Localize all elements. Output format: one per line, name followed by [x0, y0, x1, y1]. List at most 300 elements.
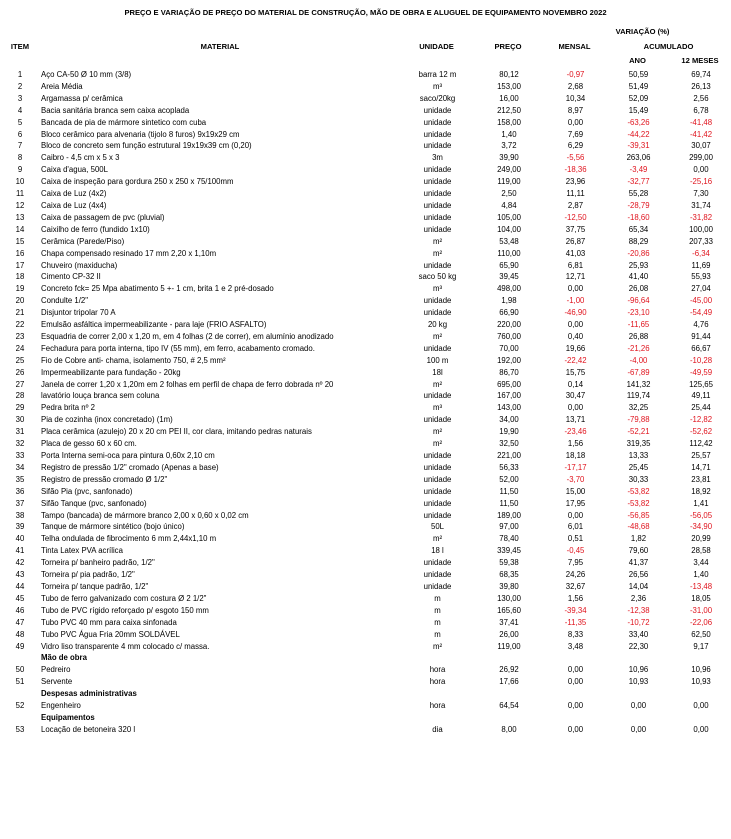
monthly-change-cell: 2,68 — [567, 81, 584, 91]
monthly-change-cell: 19,66 — [565, 343, 586, 353]
item-cell: 22 — [15, 320, 25, 330]
item-cell: 20 — [15, 296, 25, 306]
twelve-month-change-cell: 14,71 — [691, 462, 711, 472]
year-change-cell: 141,32 — [626, 379, 651, 389]
table-row — [0, 450, 731, 462]
item-cell: 36 — [15, 486, 25, 496]
unit-cell: saco/20kg — [419, 93, 456, 103]
header-preco: PREÇO — [494, 42, 522, 51]
twelve-month-change-cell: 0,00 — [693, 701, 709, 711]
twelve-month-change-cell: 4,76 — [693, 320, 709, 330]
price-cell: 165,60 — [497, 605, 521, 615]
unit-cell: unidade — [423, 451, 452, 460]
price-table — [0, 69, 731, 736]
twelve-month-change-cell: 27,04 — [691, 284, 711, 294]
material-cell: Fio de Cobre anti- chama, isolamento 750, # 2,5 mm² — [41, 355, 226, 365]
monthly-change-cell: -5,56 — [566, 153, 585, 163]
twelve-month-change-cell: 299,00 — [689, 153, 713, 163]
twelve-month-change-cell: 25,44 — [691, 403, 711, 413]
price-cell: 153,00 — [497, 81, 521, 91]
unit-cell: unidade — [423, 581, 452, 591]
material-cell: Placa cerâmica (azulejo) 20 x 20 cm PEI II, cor clara, imitando pedras naturais — [41, 427, 312, 437]
item-cell: 49 — [15, 641, 25, 651]
monthly-change-cell: 24,26 — [565, 570, 586, 580]
material-cell: Caixa de passagem de pvc (pluvial) — [41, 212, 165, 222]
table-row — [0, 117, 731, 129]
year-change-cell: -10,72 — [627, 617, 650, 627]
monthly-change-cell: 0,00 — [567, 701, 584, 711]
unit-cell: saco 50 kg — [418, 272, 457, 282]
year-change-cell: 26,08 — [628, 284, 649, 294]
monthly-change-cell: -39,34 — [564, 605, 587, 615]
price-cell: 220,00 — [497, 320, 521, 330]
unit-cell: m² — [432, 248, 443, 258]
year-change-cell: 26,56 — [628, 570, 649, 580]
unit-cell: m — [434, 605, 441, 615]
unit-cell: m³ — [432, 81, 443, 91]
item-cell: 41 — [15, 546, 25, 556]
material-cell: Caixa de inspeção para gordura 250 x 250 x 75/100mm — [41, 177, 234, 187]
unit-cell: m² — [432, 439, 443, 449]
item-cell: 12 — [15, 200, 25, 210]
material-cell: Telha ondulada de fibrocimento 6 mm 2,44x1,10 m — [41, 534, 217, 544]
twelve-month-change-cell: 91,44 — [691, 331, 711, 341]
twelve-month-change-cell: -13,48 — [689, 581, 713, 591]
material-cell: Tubo de PVC rígido reforçado p/ esgoto 150 mm — [41, 605, 209, 615]
price-cell: 59,38 — [499, 558, 519, 568]
year-change-cell: -11,65 — [627, 320, 650, 330]
unit-cell: 100 m — [426, 355, 449, 365]
table-row — [0, 307, 731, 319]
year-change-cell: 13,33 — [628, 451, 649, 460]
year-change-cell: 10,93 — [628, 677, 649, 687]
price-cell: 760,00 — [497, 331, 521, 341]
header-item: ITEM — [10, 42, 30, 51]
price-cell: 52,00 — [499, 474, 519, 484]
item-cell: 29 — [15, 403, 25, 413]
item-cell: 42 — [15, 558, 25, 568]
table-row — [0, 700, 731, 712]
unit-cell: unidade — [423, 129, 452, 139]
monthly-change-cell: 18,18 — [565, 451, 586, 460]
twelve-month-change-cell: 11,69 — [691, 260, 711, 270]
year-change-cell: -53,82 — [627, 498, 650, 508]
empty-cell — [0, 712, 40, 724]
twelve-month-change-cell: -22,06 — [689, 617, 713, 627]
year-change-cell: -3,49 — [629, 165, 648, 175]
table-row — [0, 510, 731, 522]
price-cell: 39,45 — [499, 272, 519, 282]
unit-cell: unidade — [423, 189, 452, 199]
header-mensal: MENSAL — [558, 42, 591, 51]
item-cell: 34 — [15, 462, 25, 472]
twelve-month-change-cell: 69,74 — [691, 70, 711, 79]
material-cell: Torneira p/ pia padrão, 1/2" — [41, 570, 135, 580]
twelve-month-change-cell: 0,00 — [693, 724, 709, 734]
twelve-month-change-cell: -41,48 — [689, 117, 713, 127]
section-title: Equipamentos — [41, 712, 95, 722]
table-row — [0, 236, 731, 248]
item-cell: 33 — [15, 451, 25, 460]
unit-cell: hora — [429, 701, 446, 711]
price-cell: 97,00 — [499, 522, 519, 532]
price-cell: 66,90 — [499, 308, 519, 318]
empty-cell — [670, 688, 731, 700]
empty-cell — [401, 712, 474, 724]
material-cell: Areia Média — [41, 81, 83, 91]
year-change-cell: -23,10 — [627, 308, 650, 318]
monthly-change-cell: 7,95 — [567, 558, 584, 568]
price-cell: 16,00 — [499, 93, 519, 103]
material-cell: Pedra brita nº 2 — [41, 403, 95, 413]
price-cell: 56,33 — [499, 462, 519, 472]
material-cell: Tubo de ferro galvanizado com costura Ø 2 1/2" — [41, 593, 207, 603]
year-change-cell: -44,22 — [627, 129, 650, 139]
empty-cell — [0, 688, 40, 700]
price-cell: 78,40 — [499, 534, 519, 544]
material-cell: Bacia sanitária branca sem caixa acoplada — [41, 105, 190, 115]
table-row — [0, 581, 731, 593]
unit-cell: unidade — [423, 141, 452, 151]
item-cell: 35 — [15, 474, 25, 484]
year-change-cell: 2,36 — [630, 593, 647, 603]
unit-cell: unidade — [423, 177, 452, 187]
item-cell: 17 — [15, 260, 25, 270]
empty-cell — [670, 712, 731, 724]
table-row — [0, 557, 731, 569]
monthly-change-cell: -17,17 — [564, 462, 587, 472]
item-cell: 4 — [17, 105, 23, 115]
unit-cell: unidade — [423, 462, 452, 472]
item-cell: 48 — [15, 629, 25, 639]
unit-cell: m² — [432, 534, 443, 544]
item-cell: 30 — [15, 415, 25, 425]
price-cell: 17,66 — [499, 677, 519, 687]
table-row — [0, 593, 731, 605]
price-cell: 1,40 — [501, 129, 517, 139]
twelve-month-change-cell: 25,57 — [691, 451, 711, 460]
monthly-change-cell: 0,00 — [567, 284, 584, 294]
monthly-change-cell: 30,47 — [565, 391, 586, 401]
material-cell: lavatório louça branca sem coluna — [41, 391, 160, 401]
price-cell: 86,70 — [499, 367, 519, 377]
year-change-cell: 32,25 — [628, 403, 649, 413]
year-change-cell: 65,34 — [628, 224, 649, 234]
material-cell: Registro de pressão 1/2'' cromado (Apenas a base) — [41, 462, 219, 472]
price-cell: 192,00 — [497, 355, 521, 365]
material-cell: Registro de pressão cromado Ø 1/2" — [41, 474, 168, 484]
unit-cell: m² — [432, 641, 443, 651]
price-cell: 119,00 — [497, 177, 521, 187]
twelve-month-change-cell: 2,56 — [693, 93, 709, 103]
unit-cell: m — [434, 617, 441, 627]
table-row — [0, 69, 731, 81]
item-cell: 52 — [15, 701, 25, 711]
unit-cell: hora — [429, 677, 446, 687]
twelve-month-change-cell: 49,11 — [691, 391, 711, 401]
table-row — [0, 105, 731, 117]
item-cell: 31 — [15, 427, 25, 437]
twelve-month-change-cell: 7,30 — [693, 189, 709, 199]
twelve-month-change-cell: -34,90 — [689, 522, 713, 532]
header-acumulado: ACUMULADO — [643, 42, 694, 51]
monthly-change-cell: 0,00 — [567, 403, 584, 413]
year-change-cell: 263,06 — [626, 153, 651, 163]
unit-cell: barra 12 m — [418, 70, 457, 79]
year-change-cell: -4,00 — [629, 355, 648, 365]
monthly-change-cell: 15,75 — [565, 367, 586, 377]
item-cell: 44 — [15, 581, 25, 591]
material-cell: Engenheiro — [41, 701, 81, 711]
year-change-cell: 50,59 — [628, 70, 649, 79]
year-change-cell: 88,29 — [628, 236, 649, 246]
table-row — [0, 331, 731, 343]
table-row — [0, 176, 731, 188]
monthly-change-cell: -23,46 — [564, 427, 587, 437]
table-row — [0, 367, 731, 379]
price-cell: 189,00 — [497, 510, 521, 520]
price-cell: 53,48 — [499, 236, 519, 246]
table-row — [0, 498, 731, 510]
section-title: Mão de obra — [41, 653, 87, 663]
twelve-month-change-cell: -6,34 — [692, 248, 710, 258]
twelve-month-change-cell: 100,00 — [689, 224, 713, 234]
year-change-cell: -20,86 — [627, 248, 650, 258]
material-cell: Pedreiro — [41, 665, 71, 675]
material-cell: Concreto fck= 25 Mpa abatimento 5 +- 1 cm, brita 1 e 2 pré-dosado — [41, 284, 274, 294]
year-change-cell: 52,09 — [628, 93, 649, 103]
year-change-cell: 55,28 — [628, 189, 649, 199]
material-cell: Bancada de pia de mármore sintetico com cuba — [41, 117, 207, 127]
monthly-change-cell: 0,00 — [567, 510, 584, 520]
item-cell: 50 — [15, 665, 25, 675]
header-unidade: UNIDADE — [419, 42, 454, 51]
monthly-change-cell: -0,45 — [566, 546, 585, 556]
empty-cell — [0, 652, 40, 664]
price-cell: 11,50 — [499, 486, 519, 496]
year-change-cell: -53,82 — [627, 486, 650, 496]
year-change-cell: 51,49 — [628, 81, 649, 91]
item-cell: 47 — [15, 617, 25, 627]
price-cell: 695,00 — [497, 379, 521, 389]
monthly-change-cell: 3,48 — [567, 641, 584, 651]
material-cell: Aço CA-50 Ø 10 mm (3/8) — [41, 70, 132, 79]
item-cell: 8 — [17, 153, 23, 163]
item-cell: 3 — [17, 93, 23, 103]
material-cell: Argamassa p/ cerâmica — [41, 93, 123, 103]
price-cell: 11,50 — [499, 498, 519, 508]
monthly-change-cell: 8,33 — [567, 629, 584, 639]
table-row — [0, 629, 731, 641]
unit-cell: 3m — [432, 153, 443, 163]
year-change-cell: 15,49 — [628, 105, 649, 115]
price-cell: 4,84 — [501, 200, 517, 210]
item-cell: 14 — [15, 224, 25, 234]
twelve-month-change-cell: -54,49 — [689, 308, 713, 318]
section-row — [0, 712, 731, 724]
price-cell: 221,00 — [497, 451, 521, 460]
price-cell: 80,12 — [499, 70, 519, 79]
table-row — [0, 605, 731, 617]
item-cell: 43 — [15, 570, 25, 580]
year-change-cell: 33,40 — [628, 629, 649, 639]
item-cell: 9 — [17, 165, 23, 175]
material-cell: Emulsão asfáltica impermeabilizante - para laje (FRIO ASFALTO) — [41, 320, 267, 330]
monthly-change-cell: 6,29 — [567, 141, 584, 151]
price-cell: 498,00 — [497, 284, 521, 294]
twelve-month-change-cell: 23,81 — [691, 474, 711, 484]
item-cell: 15 — [15, 236, 25, 246]
table-row — [0, 248, 731, 260]
unit-cell: unidade — [423, 415, 452, 425]
unit-cell: unidade — [423, 391, 452, 401]
price-cell: 167,00 — [497, 391, 521, 401]
monthly-change-cell: -18,36 — [564, 165, 587, 175]
item-cell: 26 — [15, 367, 25, 377]
twelve-month-change-cell: 55,93 — [691, 272, 711, 282]
twelve-month-change-cell: 10,93 — [691, 677, 711, 687]
material-cell: Condulte 1/2" — [41, 296, 88, 306]
year-change-cell: 10,96 — [628, 665, 649, 675]
item-cell: 18 — [15, 272, 25, 282]
item-cell: 51 — [15, 677, 25, 687]
monthly-change-cell: -0,97 — [566, 70, 585, 79]
monthly-change-cell: -46,90 — [564, 308, 587, 318]
table-row — [0, 188, 731, 200]
table-row — [0, 81, 731, 93]
material-cell: Torneira p/ banheiro padrão, 1/2" — [41, 558, 155, 568]
price-cell: 339,45 — [497, 546, 521, 556]
unit-cell: unidade — [423, 486, 452, 496]
material-cell: Pia de cozinha (inox concretado) (1m) — [41, 415, 173, 425]
twelve-month-change-cell: -45,00 — [689, 296, 713, 306]
unit-cell: unidade — [423, 343, 452, 353]
twelve-month-change-cell: -56,05 — [689, 510, 713, 520]
monthly-change-cell: 6,01 — [567, 522, 584, 532]
unit-cell: m³ — [432, 403, 443, 413]
year-change-cell: -21,26 — [627, 343, 650, 353]
year-change-cell: -28,79 — [627, 200, 650, 210]
material-cell: Torneira p/ tanque padrão, 1/2" — [41, 581, 149, 591]
material-cell: Caibro - 4,5 cm x 5 x 3 — [41, 153, 120, 163]
price-cell: 119,00 — [497, 641, 521, 651]
table-row — [0, 271, 731, 283]
year-change-cell: 41,37 — [628, 558, 649, 568]
table-row — [0, 260, 731, 272]
twelve-month-change-cell: 62,50 — [691, 629, 711, 639]
item-cell: 38 — [15, 510, 25, 520]
table-row — [0, 664, 731, 676]
price-cell: 39,90 — [499, 153, 519, 163]
unit-cell: m — [434, 593, 441, 603]
item-cell: 6 — [17, 129, 23, 139]
unit-cell: dia — [432, 724, 443, 734]
monthly-change-cell: 0,00 — [567, 117, 584, 127]
table-row — [0, 200, 731, 212]
monthly-change-cell: 0,00 — [567, 724, 584, 734]
material-cell: Porta Interna semi-oca para pintura 0,60x 2,10 cm — [41, 451, 215, 460]
section-row — [0, 688, 731, 700]
item-cell: 5 — [17, 117, 23, 127]
twelve-month-change-cell: -31,82 — [689, 212, 713, 222]
monthly-change-cell: 0,40 — [567, 331, 584, 341]
price-cell: 249,00 — [497, 165, 521, 175]
year-change-cell: -39,31 — [627, 141, 650, 151]
unit-cell: m — [434, 629, 441, 639]
year-change-cell: -67,89 — [627, 367, 650, 377]
unit-cell: unidade — [423, 510, 452, 520]
material-cell: Tubo PVC Água Fria 20mm SOLDÁVEL — [41, 629, 180, 639]
unit-cell: m² — [432, 331, 443, 341]
material-cell: Janela de correr 1,20 x 1,20m em 2 folhas em perfil de chapa de ferro dobrada nº 20 — [41, 379, 334, 389]
monthly-change-cell: -3,70 — [566, 474, 585, 484]
unit-cell: unidade — [423, 224, 452, 234]
price-cell: 37,41 — [499, 617, 519, 627]
monthly-change-cell: 1,56 — [567, 593, 584, 603]
year-change-cell: 79,60 — [628, 546, 649, 556]
price-cell: 64,54 — [499, 701, 519, 711]
item-cell: 45 — [15, 593, 25, 603]
empty-cell — [544, 652, 607, 664]
material-cell: Caixa de Luz (4x4) — [41, 200, 107, 210]
year-change-cell: -96,64 — [627, 296, 650, 306]
monthly-change-cell: -1,00 — [566, 296, 585, 306]
table-row — [0, 390, 731, 402]
item-cell: 28 — [15, 391, 25, 401]
item-cell: 1 — [17, 70, 23, 79]
table-row — [0, 355, 731, 367]
item-cell: 40 — [15, 534, 25, 544]
empty-cell — [607, 652, 670, 664]
table-row — [0, 545, 731, 557]
header-ano: ANO — [629, 56, 646, 65]
price-cell: 130,00 — [497, 593, 521, 603]
price-cell: 2,50 — [501, 189, 517, 199]
table-row — [0, 569, 731, 581]
table-row — [0, 164, 731, 176]
item-cell: 39 — [15, 522, 25, 532]
section-row — [0, 652, 731, 664]
twelve-month-change-cell: 112,42 — [689, 439, 713, 449]
material-cell: Impermeabilizante para fundação - 20kg — [41, 367, 181, 377]
empty-cell — [544, 712, 607, 724]
table-row — [0, 462, 731, 474]
monthly-change-cell: 0,00 — [567, 677, 584, 687]
table-row — [0, 283, 731, 295]
monthly-change-cell: 11,11 — [566, 189, 585, 199]
twelve-month-change-cell: 1,41 — [693, 498, 709, 508]
empty-cell — [474, 688, 544, 700]
year-change-cell: -18,60 — [627, 212, 650, 222]
twelve-month-change-cell: -49,59 — [689, 367, 713, 377]
table-row — [0, 521, 731, 533]
monthly-change-cell: 8,97 — [567, 105, 584, 115]
year-change-cell: -79,88 — [627, 415, 650, 425]
table-row — [0, 533, 731, 545]
monthly-change-cell: 32,67 — [565, 581, 586, 591]
material-cell: Locação de betoneira 320 l — [41, 724, 136, 734]
item-cell: 16 — [15, 248, 25, 258]
material-cell: Cimento CP-32 II — [41, 272, 101, 282]
year-change-cell: 0,00 — [630, 724, 647, 734]
material-cell: Bloco de concreto sem função estrutural 19x19x39 cm (0,20) — [41, 141, 252, 151]
material-cell: Placa de gesso 60 x 60 cm. — [41, 439, 137, 449]
item-cell: 7 — [17, 141, 23, 151]
table-row — [0, 224, 731, 236]
year-change-cell: 30,33 — [628, 474, 649, 484]
monthly-change-cell: 10,34 — [565, 93, 586, 103]
unit-cell: unidade — [423, 570, 452, 580]
